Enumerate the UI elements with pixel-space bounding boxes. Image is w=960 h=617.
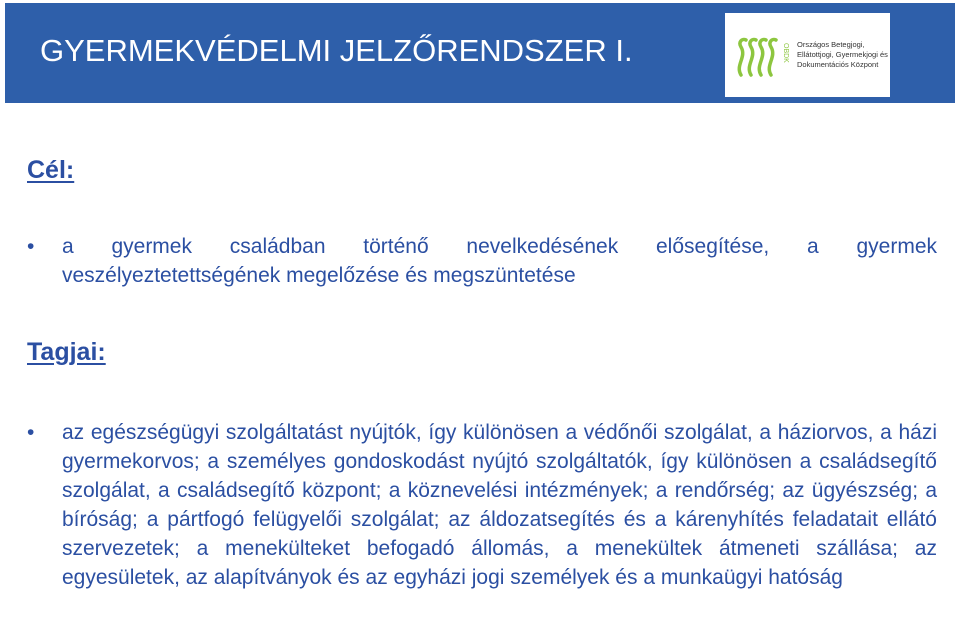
svg-text:OBDK: OBDK: [782, 43, 789, 63]
goal-bullet: [27, 232, 937, 290]
bullet-dot: •: [27, 421, 35, 444]
goal-heading: Cél:: [27, 156, 75, 184]
bullet-dot: •: [27, 235, 35, 258]
logo: [725, 13, 890, 97]
obdk-logo-icon: [733, 35, 793, 79]
slide-title: GYERMEKVÉDELMI JELZŐRENDSZER I.: [40, 33, 633, 68]
logo-text: Országos Betegjogi, Ellátottjogi, Gyermekjogi és Dokumentációs Központ: [797, 40, 888, 69]
slide-header: [5, 3, 955, 103]
goal-text: a gyermek családban történő nevelkedésének elősegítése, a gyermek veszélyeztetettségének megelőzése és megszüntetése: [62, 235, 937, 287]
members-text: az egészségügyi szolgáltatást nyújtók, így különösen a védőnői szolgálat, a háziorvos, a házi gyermekorvos; a személyes gondoskodást nyújtó szolgáltatók, így különösen a családsegítő szolgálat, a családsegítő központ; a köznevelési intézmények; a rendőrség; az ügyészség; a bíróság; a pártfogó felügyelői szolgálat; az áldozatsegítés és a kárenyhítés feladatait ellátó szervezetek; a menekülteket befogadó állomás, a menekültek átmeneti szállása; az egyesületek, az alapítványok és az egyházi jogi személyek és a munkaügyi hatóság: [62, 421, 937, 589]
members-bullet: [27, 418, 937, 592]
members-heading: Tagjai:: [27, 338, 106, 366]
